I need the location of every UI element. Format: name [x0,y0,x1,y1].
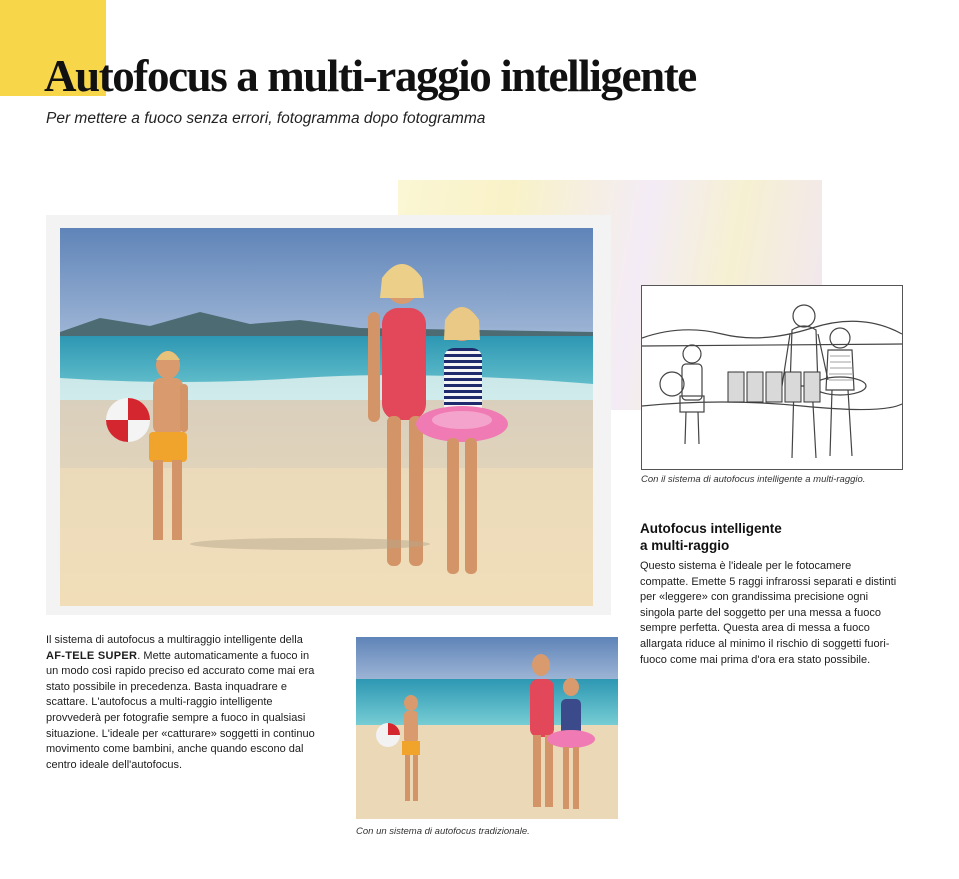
page-title: Autofocus a multi-raggio intelligente [44,51,696,101]
product-name: AF-TELE SUPER [46,649,138,662]
traditional-autofocus-photo [356,637,618,819]
sketch-caption: Con il sistema di autofocus intelligente a multi-raggio. [641,474,866,485]
intro-paragraph [46,633,316,773]
section-body: Questo sistema è l'ideale per le fotocamere compatte. Emette 5 raggi infrarossi separati e distinti per «leggere» con grandissima precisione ogni singola parte del soggetto per una messa a fuoco sempre perfetta. Questa area di messa a fuoco allargata riduce al minimo il rischio di soggetti fuori-fuoco come mai prima d'ora era stato possibile. [640,560,897,666]
multibeam-sketch [641,285,903,470]
section-heading-line1: Autofocus intelligente [640,521,782,536]
intro-text-end: . Mette automaticamente a fuoco in un modo così rapido preciso ed accurato come mai era stato possibile in precedenza. Basta inquadrare e scattare. L'autofocus a multi-raggio intelligente provvederà per fotografie sempre a fuoco in qualsiasi situazione. L'ideale per «catturare» soggetti in continuo movimento come bambini, anche quando escono dal centro ideale dell'autofocus. [46,649,315,771]
beach-family-photo [60,228,593,606]
intro-text-start: Il sistema di autofocus a multiraggio intelligente della [46,634,303,646]
small-photo-caption: Con un sistema di autofocus tradizionale. [356,826,530,837]
section-heading-line2: a multi-raggio [640,538,730,553]
section-heading [640,520,900,554]
page-subtitle: Per mettere a fuoco senza errori, fotogramma dopo fotogramma [46,110,486,127]
